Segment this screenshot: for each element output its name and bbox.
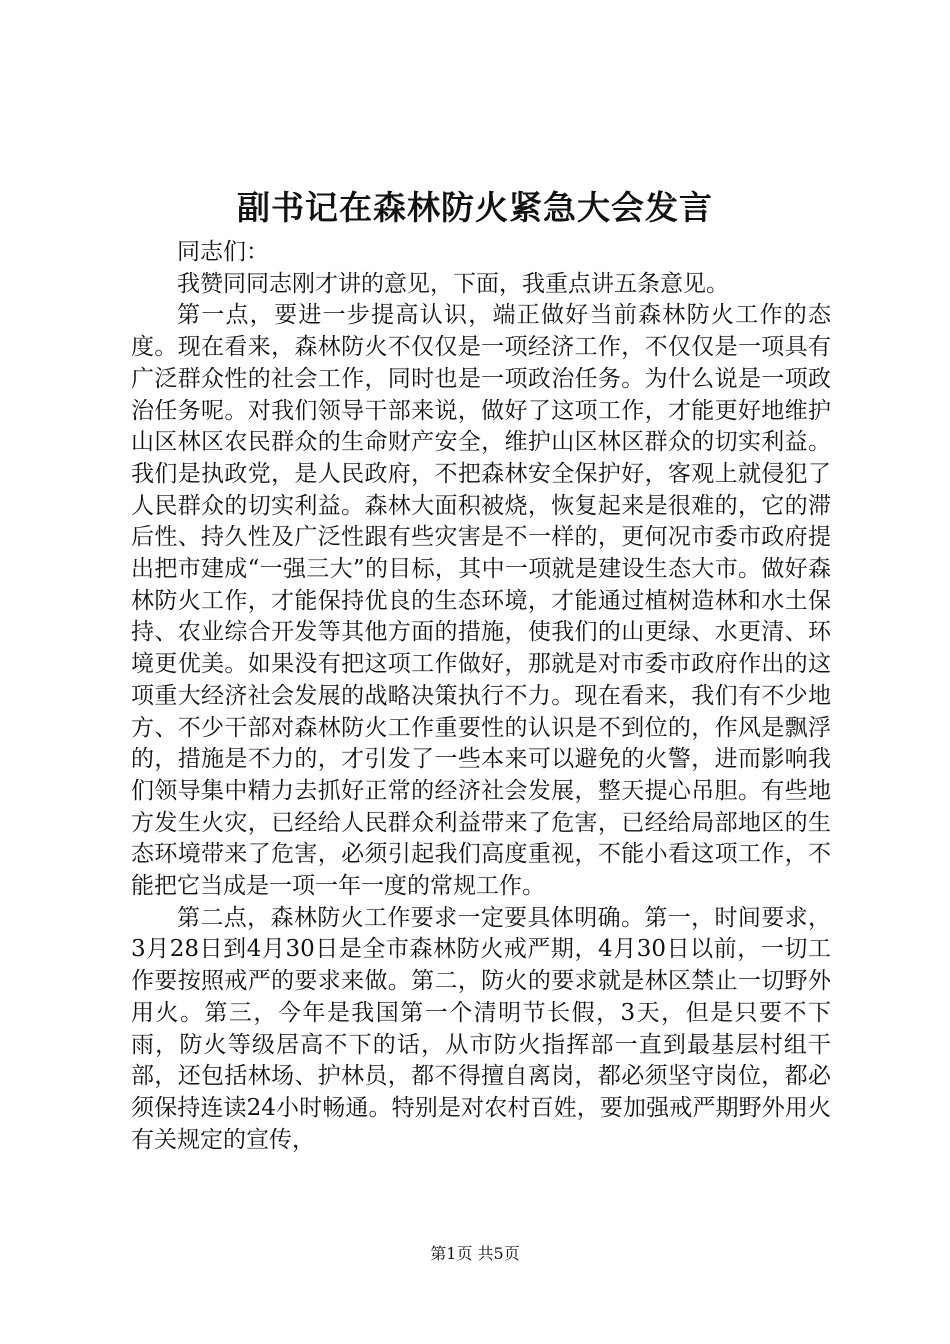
document-body [131, 237, 831, 1156]
paragraph-point-two: 第二点，森林防火工作要求一定要具体明确。第一，时间要求，3月28日到4月30日是全市森林防火戒严期，4月30日以前，一切工作要按照戒严的要求来做。第二，防火的要求就是林区禁止一切野外用火。第三，今年是我国第一个清明节长假，3天，但是只要不下雨，防火等级居高不下的话，从市防火指挥部一直到最基层村组干部，还包括林场、护林员，都不得擅自离岗，都必须坚守岗位，都必须保持连读24小时畅通。特别是对农村百姓，要加强戒严期野外用火有关规定的宣传， [131, 904, 831, 1153]
paragraph-intro: 我赞同同志刚才讲的意见，下面，我重点讲五条意见。 [177, 270, 729, 297]
paragraph-salutation: 同志们： [177, 239, 269, 265]
page-footer: 第1页 共5页 [430, 1244, 520, 1263]
paragraph-point-one: 第一点，要进一步提高认识，端正做好当前森林防火工作的态度。现在看来，森林防火不仅仅是一项经济工作，不仅仅是一项具有广泛群众性的社会工作，同时也是一项政治任务。为什么说是一项政治任务呢。对我们领导干部来说，做好了这项工作，才能更好地维护山区林区农民群众的生命财产安全，维护山区林区群众的切实利益。我们是执政党，是人民政府，不把森林安全保护好，客观上就侵犯了人民群众的切实利益。森林大面积被烧，恢复起来是很难的，它的滞后性、持久性及广泛性跟有些灾害是不一样的，更何况市委市政府提出把市建成“一强三大”的目标，其中一项就是建设生态大市。做好森林防火工作，才能保持优良的生态环境，才能通过植树造林和水土保持、农业综合开发等其他方面的措施，使我们的山更绿、水更清、环境更优美。如果没有把这项工作做好，那就是对市委市政府作出的这项重大经济社会发展的战略决策执行不力。现在看来，我们有不少地方、不少干部对森林防火工作重要性的认识是不到位的，作风是飘浮的，措施是不力的，才引发了一些本来可以避免的火警，进而影响我们领导集中精力去抓好正常的经济社会发展，整天提心吊胆。有些地方发生火灾，已经给人民群众利益带来了危害，已经给局部地区的生态环境带来了危害，必须引起我们高度重视，不能小看这项工作，不能把它当成是一项一年一度的常规工作。 [131, 302, 831, 900]
document-title: 副书记在森林防火紧急大会发言 [237, 188, 713, 227]
